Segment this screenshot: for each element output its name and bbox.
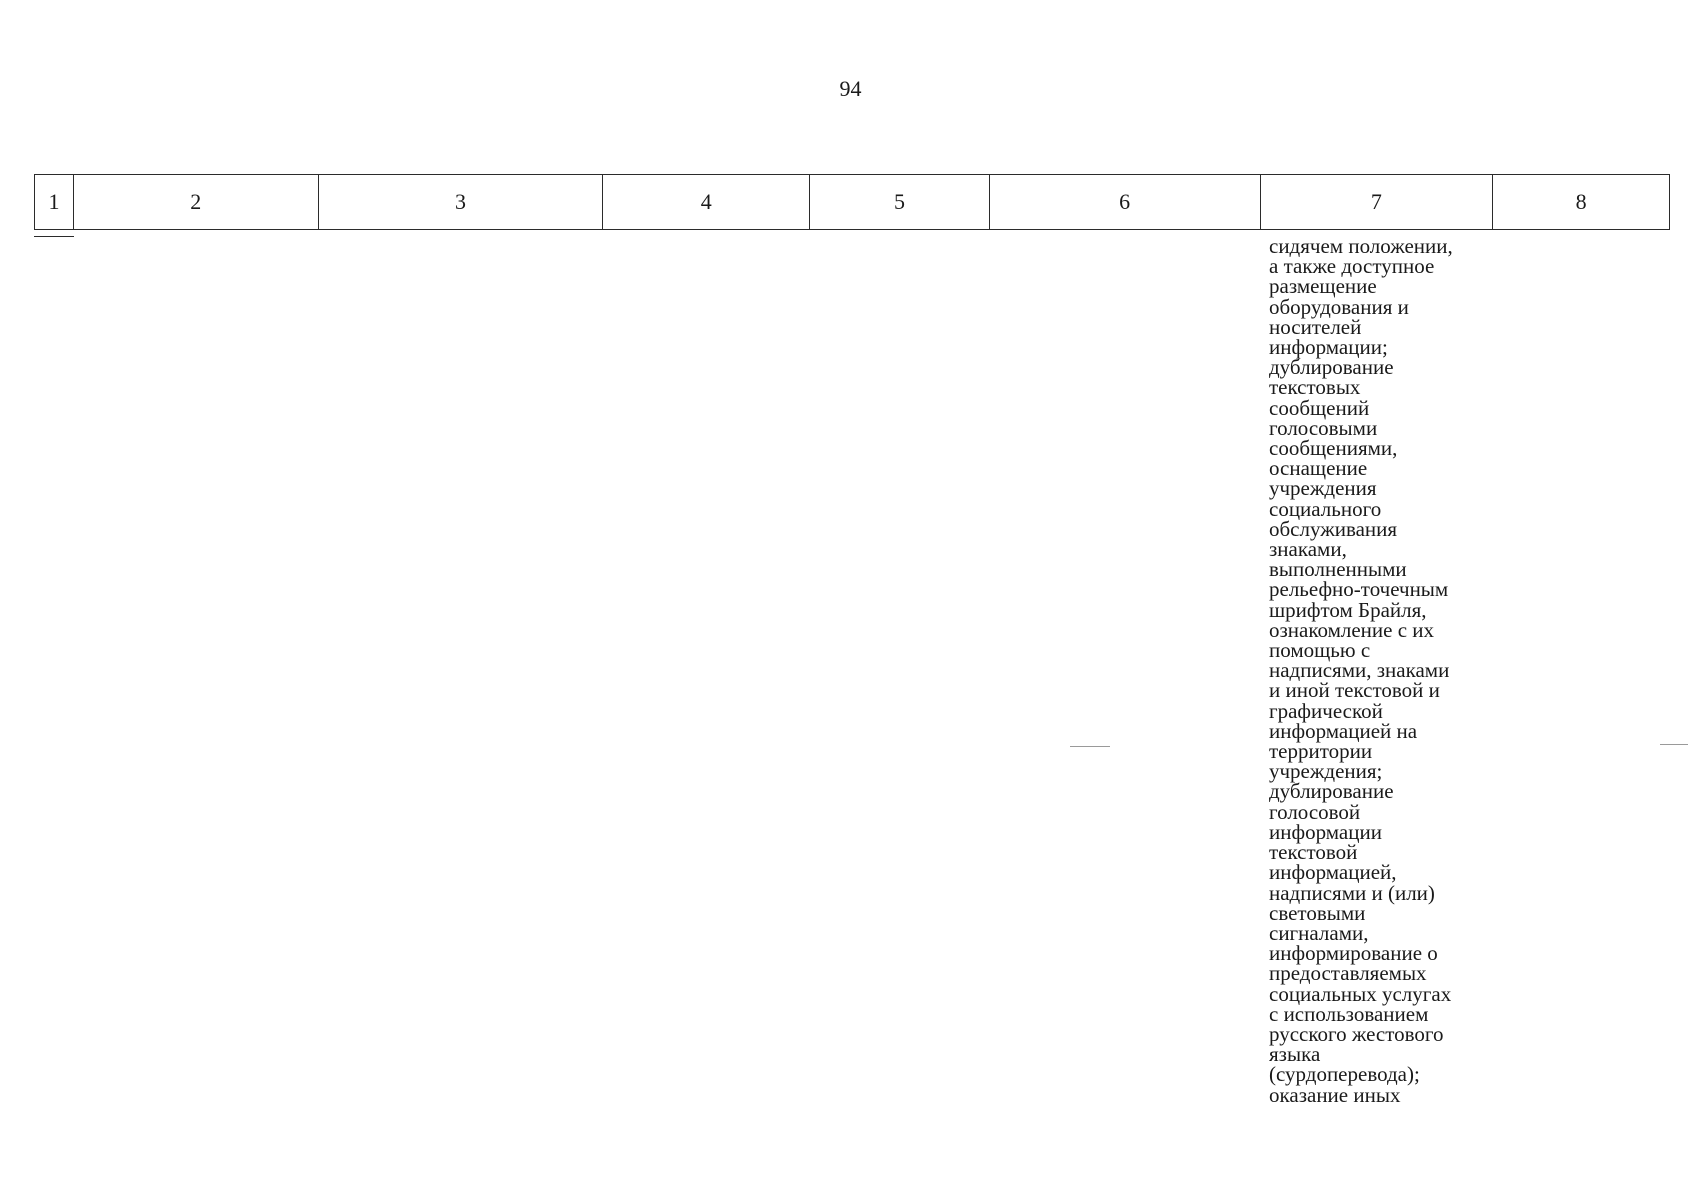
cell-text-line: языка: [1269, 1042, 1321, 1067]
cell-text-line: территории: [1269, 739, 1373, 764]
cell-text-line: сообщений: [1269, 395, 1370, 420]
cell-text-line: информацией,: [1269, 860, 1397, 885]
cell-text-line: учреждения: [1269, 476, 1377, 501]
cell-text-line: знаками,: [1269, 537, 1347, 562]
cell-text-line: (сурдоперевода);: [1269, 1062, 1420, 1087]
scan-speck: [1660, 744, 1688, 745]
cell-text-line: ознакомление с их: [1269, 617, 1435, 642]
cell-text-line: информацией на: [1269, 718, 1418, 743]
cell-text-line: социальных услугах: [1269, 981, 1452, 1006]
cell-text-line: дублирование: [1269, 355, 1394, 380]
cell-text-line: выполненными: [1269, 557, 1407, 582]
cell-text-line: графической: [1269, 698, 1383, 723]
cell-text-line: сигналами,: [1269, 920, 1369, 945]
cell-text-line: дублирование: [1269, 779, 1394, 804]
cell-text-line: учреждения;: [1269, 759, 1383, 784]
cell-text-line: голосовой: [1269, 799, 1361, 824]
cell-text-line: социального: [1269, 496, 1382, 521]
scan-speck: [1070, 746, 1110, 747]
cell-text-line: помощью с: [1269, 638, 1371, 663]
cell-text-line: информации;: [1269, 335, 1388, 360]
column-header-6: 6: [989, 175, 1260, 229]
column-header-8: 8: [1492, 175, 1669, 229]
column-header-5: 5: [809, 175, 989, 229]
cell-text-line: носителей: [1269, 314, 1362, 339]
cell-text-line: надписями и (или): [1269, 880, 1435, 905]
column-header-3: 3: [318, 175, 603, 229]
cell-text-line: а также доступное: [1269, 254, 1435, 279]
cell-text-line: информирование о: [1269, 941, 1438, 966]
cell-text-line: предоставляемых: [1269, 961, 1427, 986]
cell-text-line: сидячем положении,: [1269, 234, 1453, 258]
column-header-2: 2: [73, 175, 318, 229]
cell-text-line: с использованием: [1269, 1001, 1429, 1026]
cell-text-line: обслуживания: [1269, 516, 1398, 541]
cell-text-line: оказание иных: [1269, 1082, 1401, 1107]
cell-text-line: размещение: [1269, 274, 1377, 299]
cell-text-line: сообщениями,: [1269, 436, 1398, 461]
cell-text-line: информации: [1269, 819, 1382, 844]
table-rule: [34, 236, 74, 237]
cell-text-line: световыми: [1269, 900, 1366, 925]
cell-text-line: надписями, знаками: [1269, 658, 1450, 683]
cell-text-line: текстовой: [1269, 840, 1358, 865]
cell-text-line: голосовыми: [1269, 415, 1378, 440]
column-header-7: 7: [1260, 175, 1493, 229]
table-header-row: [34, 174, 1670, 230]
cell-text-line: текстовых: [1269, 375, 1361, 400]
column-7-cell-text: [1269, 236, 1499, 1105]
page-number: 94: [839, 76, 862, 101]
cell-text-line: оборудования и: [1269, 294, 1409, 319]
cell-text-line: и иной текстовой и: [1269, 678, 1440, 703]
column-header-4: 4: [602, 175, 809, 229]
column-header-1: 1: [48, 189, 60, 214]
cell-text-line: рельефно-точечным: [1269, 577, 1449, 602]
cell-text-line: оснащение: [1269, 456, 1368, 481]
cell-text-line: шрифтом Брайля,: [1269, 597, 1427, 622]
cell-text-line: русского жестового: [1269, 1021, 1444, 1046]
